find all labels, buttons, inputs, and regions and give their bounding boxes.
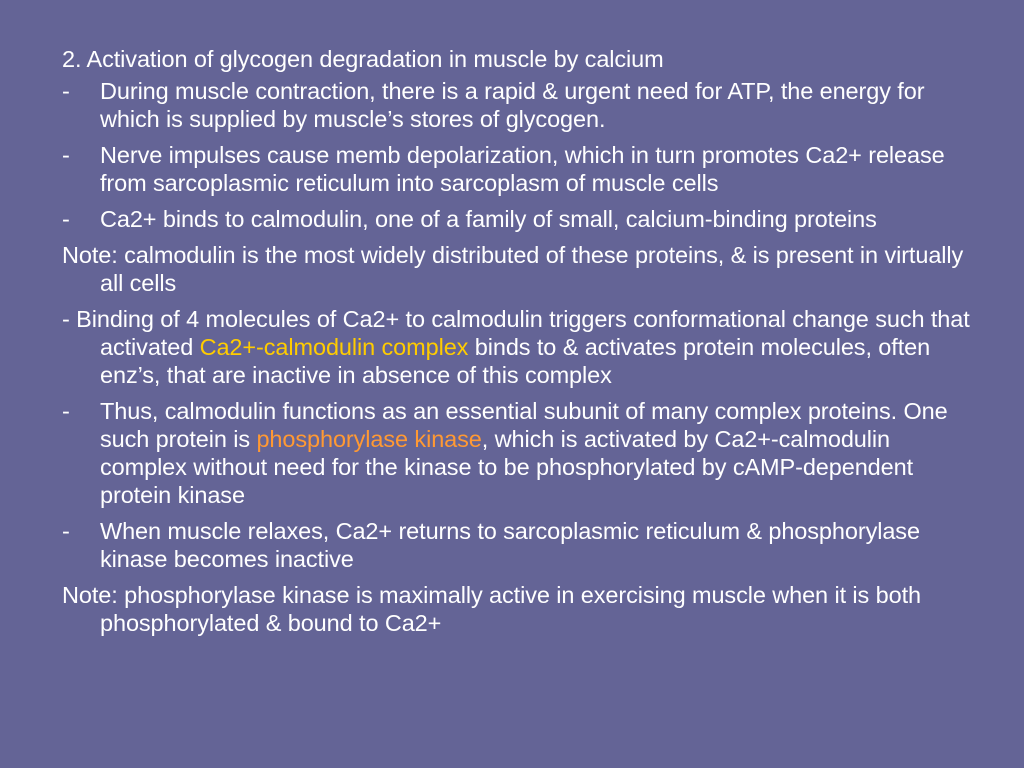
bullet-calmodulin-binding	[62, 205, 974, 233]
highlight-phosphorylase-kinase: phosphorylase kinase	[256, 426, 482, 452]
bullet-text: Nerve impulses cause memb depolarization, which in turn promotes Ca2+ release from sarcoplasmic reticulum into sarcoplasm of muscle cells	[100, 142, 945, 196]
bullet-text: During muscle contraction, there is a rapid & urgent need for ATP, the energy for which is supplied by muscle’s stores of glycogen.	[100, 78, 925, 132]
highlight-ca2-calmodulin-complex: Ca2+-calmodulin complex	[199, 334, 469, 360]
bullet-dash: -	[62, 142, 70, 168]
bullet-nerve-impulses	[62, 141, 974, 197]
binding-text-before: - Binding of 4 molecules of Ca2+ to calmodulin triggers conformational change such that activated	[62, 306, 970, 360]
paragraph-binding-ca2	[62, 305, 974, 389]
note-calmodulin-distribution: Note: calmodulin is the most widely distributed of these proteins, & is present in virtually all cells	[62, 242, 964, 296]
bullet-text: When muscle relaxes, Ca2+ returns to sarcoplasmic reticulum & phosphorylase kinase becomes inactive	[100, 518, 920, 572]
bullet-dash: -	[62, 518, 70, 544]
thus-text-after: , which is activated by Ca2+-calmodulin complex without need for the kinase to be phosphorylated by cAMP-dependent protein kinase	[100, 426, 914, 508]
bullet-dash: -	[62, 78, 70, 104]
bullet-dash: -	[62, 398, 70, 424]
thus-text-before: Thus, calmodulin functions as an essential subunit of many complex proteins. One such protein is	[100, 398, 948, 452]
bullet-calmodulin-subunit	[62, 397, 974, 509]
bullet-text: Ca2+ binds to calmodulin, one of a family of small, calcium-binding proteins	[100, 206, 877, 232]
bullet-dash: -	[62, 206, 70, 232]
binding-text-after: binds to & activates protein molecules, often enz’s, that are inactive in absence of this complex	[100, 334, 931, 388]
note-kinase-maximally-active: Note: phosphorylase kinase is maximally active in exercising muscle when it is both phosphorylated & bound to Ca2+	[62, 582, 921, 636]
bullet-atp-need	[62, 77, 974, 133]
slide-heading: 2. Activation of glycogen degradation in muscle by calcium	[62, 46, 664, 72]
bullet-muscle-relaxes	[62, 517, 974, 573]
